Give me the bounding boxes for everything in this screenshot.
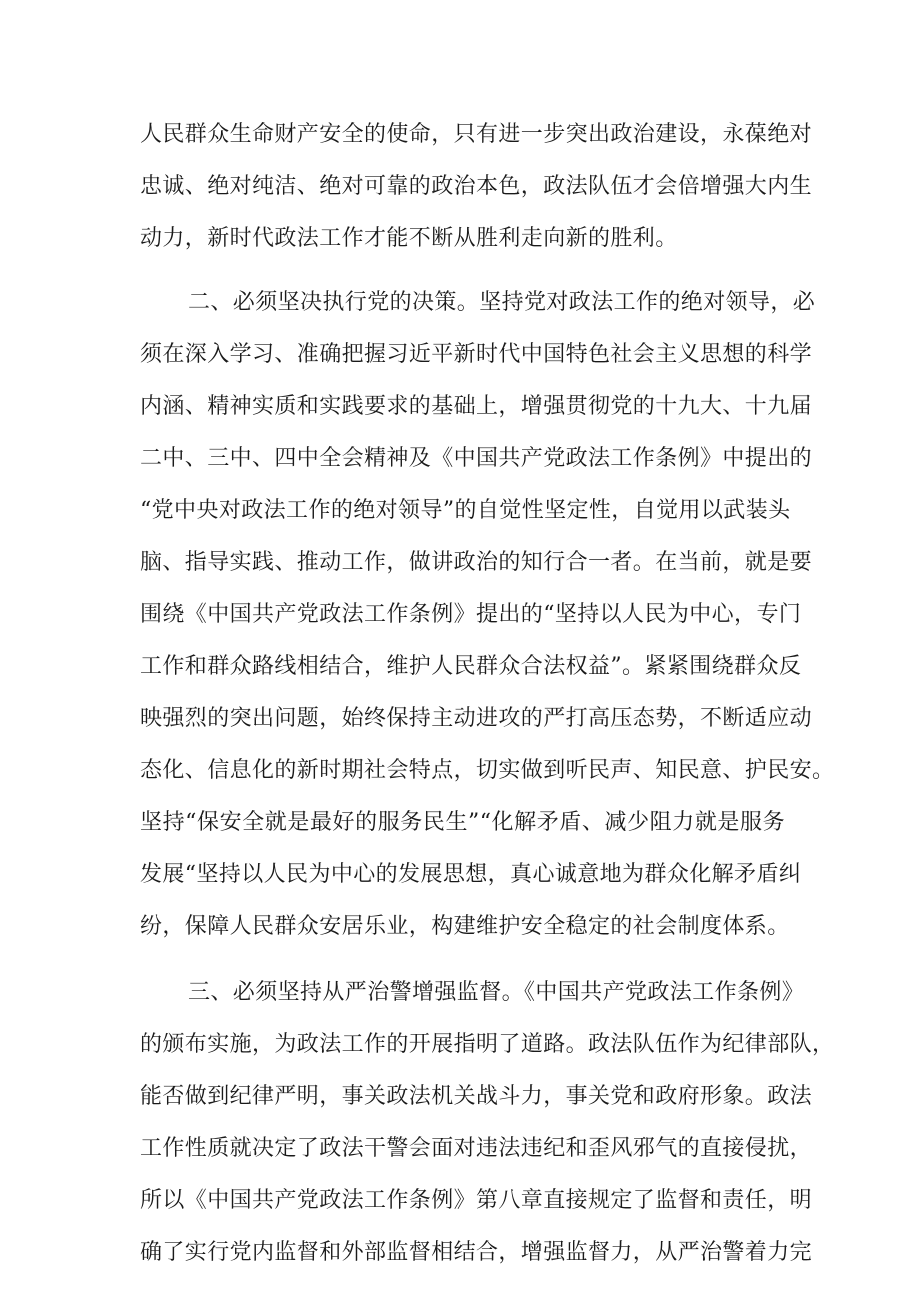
paragraph-2-line-7: 围绕《中国共产党政法工作条例》提出的“坚持以人民为中心，专门 [140, 602, 802, 627]
paragraph-2-line-13: 纷，保障人民群众安居乐业，构建维护安全稳定的社会制度体系。 [140, 914, 790, 939]
paragraph-2-line-11: 坚持“保安全就是最好的服务民生”“化解矛盾、减少阻力就是服务 [140, 810, 785, 835]
paragraph-2-line-9: 映强烈的突出问题，始终保持主动进攻的严打高压态势，不断适应动 [140, 706, 813, 731]
paragraph-2-line-4: 二中、三中、四中全会精神及《中国共产党政法工作条例》中提出的 [140, 446, 813, 471]
paragraph-1-line-1: 人民群众生命财产安全的使命，只有进一步突出政治建设，永葆绝对 [140, 122, 813, 147]
paragraph-2-line-5: “党中央对政法工作的绝对领导”的自觉性坚定性，自觉用以武装头 [140, 498, 791, 523]
paragraph-3-line-6: 确了实行党内监督和外部监督相结合，增强监督力，从严治警着力完 [140, 1240, 813, 1265]
paragraph-3-line-3: 能否做到纪律严明，事关政法机关战斗力，事关党和政府形象。政法 [140, 1084, 813, 1109]
paragraph-2-line-8: 工作和群众路线相结合，维护人民群众合法权益”。紧紧围绕群众反 [140, 654, 802, 679]
paragraph-1-line-2: 忠诚、绝对纯洁、绝对可靠的政治本色，政法队伍才会倍增强大内生 [140, 174, 813, 199]
paragraph-2-line-6: 脑、指导实践、推动工作，做讲政治的知行合一者。在当前，就是要 [140, 550, 813, 575]
paragraph-1-line-3: 动力，新时代政法工作才能不断从胜利走向新的胜利。 [140, 226, 678, 251]
paragraph-3-line-4: 工作性质就决定了政法干警会面对违法违纪和歪风邪气的直接侵扰， [140, 1136, 813, 1161]
paragraph-2-line-12: 发展“坚持以人民为中心的发展思想，真心诚意地为群众化解矛盾纠 [140, 862, 802, 887]
paragraph-3-line-5: 所以《中国共产党政法工作条例》第八章直接规定了监督和责任，明 [140, 1188, 813, 1213]
paragraph-2-line-2: 须在深入学习、准确把握习近平新时代中国特色社会主义思想的科学 [140, 342, 813, 367]
paragraph-2-line-1: 二、必须坚决执行党的决策。坚持党对政法工作的绝对领导，必 [188, 290, 816, 315]
paragraph-3-line-2: 的颁布实施，为政法工作的开展指明了道路。政法队伍作为纪律部队， [140, 1032, 835, 1057]
paragraph-3-line-1: 三、必须坚持从严治警增强监督。《中国共产党政法工作条例》 [188, 980, 805, 1005]
paragraph-2-line-3: 内涵、精神实质和实践要求的基础上，增强贯彻党的十九大、十九届 [140, 394, 813, 419]
paragraph-2-line-10: 态化、信息化的新时期社会特点，切实做到听民声、知民意、护民安。 [140, 758, 835, 783]
